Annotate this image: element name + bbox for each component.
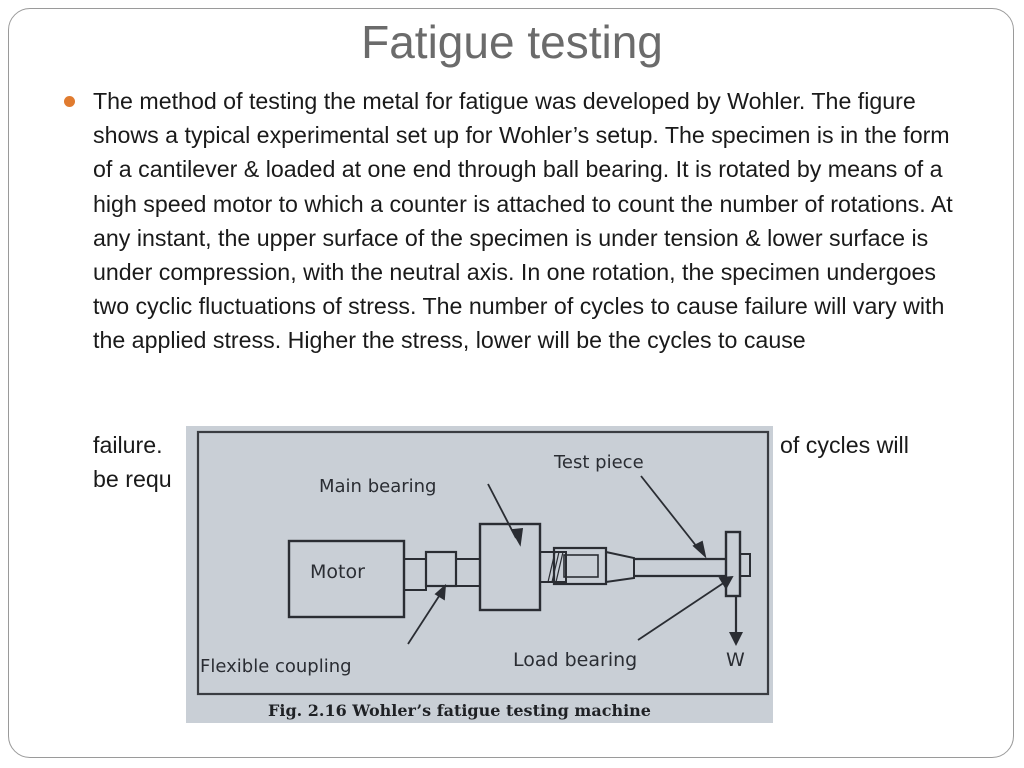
body-paragraph: The method of testing the metal for fatigue was developed by Wohler. The figure shows a typical experimental set up for Wohler’s setup. The specimen is in the form of a cantilever & loaded at one end through ball bearing. It is rotated by means of a high speed motor to which a counter is attached to count the number of rotations. At any instant, the upper surface of the specimen is under tension & lower surface is under compression, with the neutral axis. In one rotation, the specimen undergoes two cyclic fluctuations of stress. The number of cycles to cause failure will vary with the applied stress. Higher the stress, lower will be the cycles to cause [93,88,953,354]
figure-border [198,432,768,694]
figure-caption: Fig. 2.16 Wohler’s fatigue testing machine [268,701,651,720]
wohler-machine-figure [186,426,773,723]
body-fragment-failure: failure. [93,432,163,458]
load-bearing-label: Load bearing [513,649,638,671]
load-bearing-end [740,554,750,576]
chuck-hatching [548,552,563,582]
main-bearing-box [480,524,540,610]
flexible-coupling-label: Flexible coupling [200,656,352,677]
load-label: W [726,649,745,671]
test-piece-label: Test piece [554,452,644,473]
bullet-dot [64,96,75,107]
specimen-taper [606,552,634,582]
slide-title: Fatigue testing [361,16,663,68]
body-fragment-cycles: of cycles will [780,432,909,458]
load-arrow-head [729,632,743,646]
coupling-shaft [456,559,480,586]
body-fragment-required: be requ [93,466,172,492]
figure-drawing [186,426,773,723]
chuck-inner [564,555,598,577]
coupling-box [426,552,456,586]
main-bearing-label: Main bearing [319,476,437,497]
motor-label: Motor [310,561,365,583]
motor-shaft [404,559,426,590]
load-bearing-box [726,532,740,596]
